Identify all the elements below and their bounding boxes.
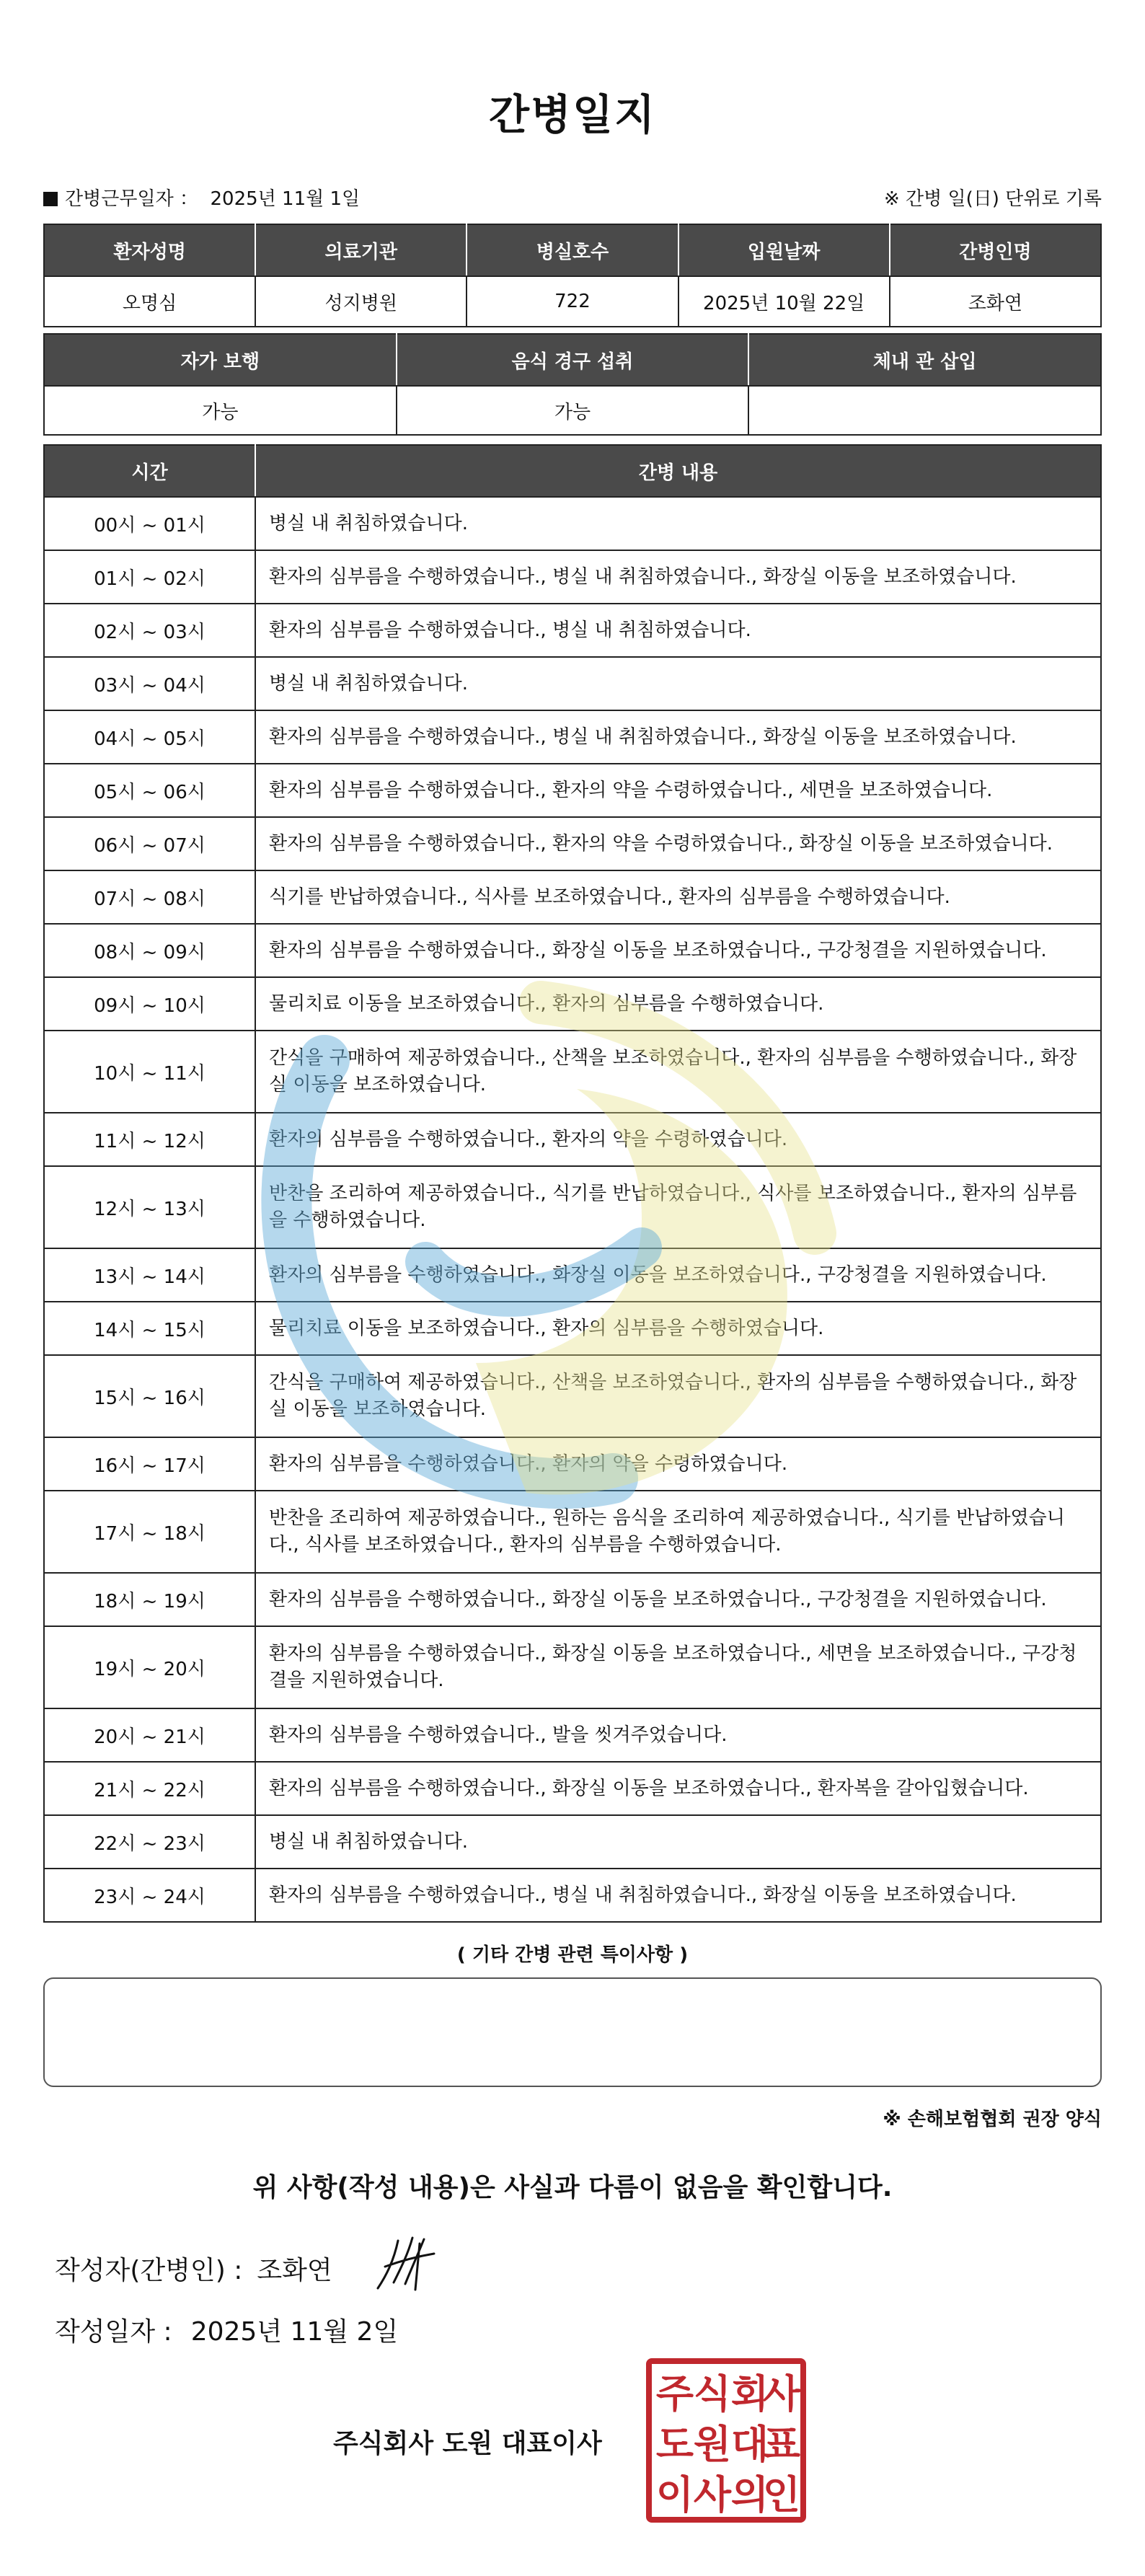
log-content: 환자의 심부름을 수행하였습니다., 화장실 이동을 보조하였습니다., 구강청결을 지원하였습니다. [255, 1573, 1101, 1626]
log-time: 23시 ~ 24시 [44, 1869, 255, 1922]
svg-text:사: 사 [762, 2371, 801, 2417]
patient-info-table [43, 224, 1102, 327]
log-time: 14시 ~ 15시 [44, 1302, 255, 1355]
log-row [44, 1491, 1101, 1573]
svg-text:사: 사 [693, 2472, 732, 2518]
log-row [44, 1573, 1101, 1626]
svg-text:의: 의 [730, 2472, 769, 2518]
header-admission-date: 입원날짜 [678, 224, 890, 276]
svg-text:대: 대 [730, 2422, 769, 2467]
hospital-name: 성지병원 [255, 276, 467, 327]
header-caregiver: 간병인명 [890, 224, 1101, 276]
log-row [44, 1815, 1101, 1869]
log-time: 00시 ~ 01시 [44, 497, 255, 550]
writer-line [55, 2250, 332, 2287]
log-time: 07시 ~ 08시 [44, 870, 255, 924]
log-row [44, 497, 1101, 550]
log-content: 환자의 심부름을 수행하였습니다., 병실 내 취침하였습니다., 화장실 이동을 보조하였습니다. [255, 550, 1101, 604]
log-content: 간식을 구매하여 제공하였습니다., 산책을 보조하였습니다., 환자의 심부름을 수행하였습니다., 화장실 이동을 보조하였습니다. [255, 1031, 1101, 1113]
log-time: 12시 ~ 13시 [44, 1166, 255, 1248]
log-row [44, 1355, 1101, 1437]
page-title: 간병일지 [488, 90, 657, 139]
header-self-walking: 자가 보행 [44, 334, 397, 386]
log-time: 18시 ~ 19시 [44, 1573, 255, 1626]
log-row [44, 977, 1101, 1031]
log-row [44, 1302, 1101, 1355]
remarks-title: ( 기타 간병 관련 특이사항 ) [456, 1944, 689, 1966]
log-time: 20시 ~ 21시 [44, 1708, 255, 1762]
log-content: 환자의 심부름을 수행하였습니다., 화장실 이동을 보조하였습니다., 환자복을 갈아입혔습니다. [255, 1762, 1101, 1815]
log-time: 05시 ~ 06시 [44, 764, 255, 817]
bullet-square-icon [43, 192, 58, 206]
writer-label: 작성자(간병인) : [55, 2256, 243, 2285]
log-content: 물리치료 이동을 보조하였습니다., 환자의 심부름을 수행하였습니다. [255, 1302, 1101, 1355]
log-content: 병실 내 취침하였습니다. [255, 1815, 1101, 1869]
log-content: 간식을 구매하여 제공하였습니다., 산책을 보조하였습니다., 환자의 심부름을 수행하였습니다., 화장실 이동을 보조하였습니다. [255, 1355, 1101, 1437]
log-row [44, 1762, 1101, 1815]
handwritten-signature [372, 2232, 437, 2297]
log-time: 21시 ~ 22시 [44, 1762, 255, 1815]
header-oral-intake: 음식 경구 섭취 [397, 334, 749, 386]
log-content: 식기를 반납하였습니다., 식사를 보조하였습니다., 환자의 심부름을 수행하였습니다. [255, 870, 1101, 924]
room-number: 722 [467, 276, 678, 327]
log-row [44, 817, 1101, 870]
log-row [44, 870, 1101, 924]
record-unit-note: ※ 간병 일(日) 단위로 기록 [883, 188, 1102, 210]
write-date-value: 2025년 11월 2일 [190, 2317, 399, 2347]
log-content: 환자의 심부름을 수행하였습니다., 환자의 약을 수령하였습니다. [255, 1437, 1101, 1491]
header-time: 시간 [44, 445, 255, 497]
log-time: 06시 ~ 07시 [44, 817, 255, 870]
log-row [44, 604, 1101, 657]
confirmation-statement: 위 사항(작성 내용)은 사실과 다름이 없음을 확인합니다. [252, 2173, 893, 2202]
log-row [44, 550, 1101, 604]
header-tube-insertion: 체내 관 삽입 [748, 334, 1101, 386]
patient-ability-table [43, 333, 1102, 436]
log-row [44, 1166, 1101, 1248]
log-row [44, 1031, 1101, 1113]
patient-name: 오명심 [44, 276, 255, 327]
company-seal-stamp [645, 2357, 808, 2524]
svg-text:회: 회 [730, 2371, 769, 2417]
log-content: 환자의 심부름을 수행하였습니다., 환자의 약을 수령하였습니다., 세면을 보조하였습니다. [255, 764, 1101, 817]
log-content: 환자의 심부름을 수행하였습니다., 병실 내 취침하였습니다., 화장실 이동을 보조하였습니다. [255, 1869, 1101, 1922]
self-walking-value: 가능 [44, 386, 397, 435]
log-row [44, 657, 1101, 710]
log-row [44, 1113, 1101, 1166]
log-row [44, 764, 1101, 817]
log-time: 17시 ~ 18시 [44, 1491, 255, 1573]
svg-text:표: 표 [762, 2422, 801, 2467]
log-row [44, 924, 1101, 977]
write-date-label: 작성일자 : [55, 2317, 172, 2347]
log-time: 02시 ~ 03시 [44, 604, 255, 657]
log-content: 병실 내 취침하였습니다. [255, 657, 1101, 710]
log-content: 반찬을 조리하여 제공하였습니다., 식기를 반납하였습니다., 식사를 보조하였습니다., 환자의 심부름을 수행하였습니다. [255, 1166, 1101, 1248]
log-time: 04시 ~ 05시 [44, 710, 255, 764]
log-content: 환자의 심부름을 수행하였습니다., 화장실 이동을 보조하였습니다., 구강청결을 지원하였습니다. [255, 924, 1101, 977]
log-content: 환자의 심부름을 수행하였습니다., 환자의 약을 수령하였습니다. [255, 1113, 1101, 1166]
log-content: 물리치료 이동을 보조하였습니다., 환자의 심부름을 수행하였습니다. [255, 977, 1101, 1031]
tube-insertion-value [748, 386, 1101, 435]
log-time: 22시 ~ 23시 [44, 1815, 255, 1869]
log-row [44, 1708, 1101, 1762]
log-time: 09시 ~ 10시 [44, 977, 255, 1031]
log-row [44, 1869, 1101, 1922]
log-content: 환자의 심부름을 수행하였습니다., 병실 내 취침하였습니다. [255, 604, 1101, 657]
header-care-content: 간병 내용 [255, 445, 1101, 497]
log-content: 반찬을 조리하여 제공하였습니다., 원하는 음식을 조리하여 제공하였습니다., 식기를 반납하였습니다., 식사를 보조하였습니다., 환자의 심부름을 수행하였습니다. [255, 1491, 1101, 1573]
form-source-note: ※ 손해보험협회 권장 양식 [883, 2109, 1102, 2130]
log-row [44, 710, 1101, 764]
care-log-table [43, 444, 1102, 1923]
admission-date: 2025년 10월 22일 [678, 276, 890, 327]
svg-text:주: 주 [655, 2371, 694, 2417]
work-date-value: 2025년 11월 1일 [210, 188, 361, 210]
log-time: 19시 ~ 20시 [44, 1626, 255, 1708]
log-content: 환자의 심부름을 수행하였습니다., 화장실 이동을 보조하였습니다., 세면을 보조하였습니다., 구강청결을 지원하였습니다. [255, 1626, 1101, 1708]
log-content: 환자의 심부름을 수행하였습니다., 환자의 약을 수령하였습니다., 화장실 이동을 보조하였습니다. [255, 817, 1101, 870]
log-row [44, 1248, 1101, 1302]
log-time: 03시 ~ 04시 [44, 657, 255, 710]
log-time: 08시 ~ 09시 [44, 924, 255, 977]
log-content: 환자의 심부름을 수행하였습니다., 병실 내 취침하였습니다., 화장실 이동을 보조하였습니다. [255, 710, 1101, 764]
log-time: 10시 ~ 11시 [44, 1031, 255, 1113]
oral-intake-value: 가능 [397, 386, 749, 435]
work-date [43, 184, 360, 211]
svg-text:인: 인 [762, 2472, 801, 2518]
remarks-box [43, 1977, 1102, 2087]
svg-text:식: 식 [693, 2371, 732, 2417]
log-content: 환자의 심부름을 수행하였습니다., 화장실 이동을 보조하였습니다., 구강청결을 지원하였습니다. [255, 1248, 1101, 1302]
caregiver-name: 조화연 [890, 276, 1101, 327]
log-time: 11시 ~ 12시 [44, 1113, 255, 1166]
work-date-label: 간병근무일자 ： [65, 188, 198, 210]
log-time: 01시 ~ 02시 [44, 550, 255, 604]
writer-name: 조화연 [257, 2256, 332, 2285]
log-time: 16시 ~ 17시 [44, 1437, 255, 1491]
log-content: 환자의 심부름을 수행하였습니다., 발을 씻겨주었습니다. [255, 1708, 1101, 1762]
svg-text:원: 원 [693, 2422, 732, 2467]
log-time: 13시 ~ 14시 [44, 1248, 255, 1302]
header-patient-name: 환자성명 [44, 224, 255, 276]
log-row [44, 1437, 1101, 1491]
company-representative: 주식회사 도원 대표이사 [333, 2429, 602, 2458]
log-row [44, 1626, 1101, 1708]
svg-text:도: 도 [655, 2422, 694, 2467]
header-hospital: 의료기관 [255, 224, 467, 276]
header-room: 병실호수 [467, 224, 678, 276]
log-time: 15시 ~ 16시 [44, 1355, 255, 1437]
write-date-line [55, 2311, 398, 2348]
log-content: 병실 내 취침하였습니다. [255, 497, 1101, 550]
svg-text:이: 이 [655, 2472, 694, 2518]
